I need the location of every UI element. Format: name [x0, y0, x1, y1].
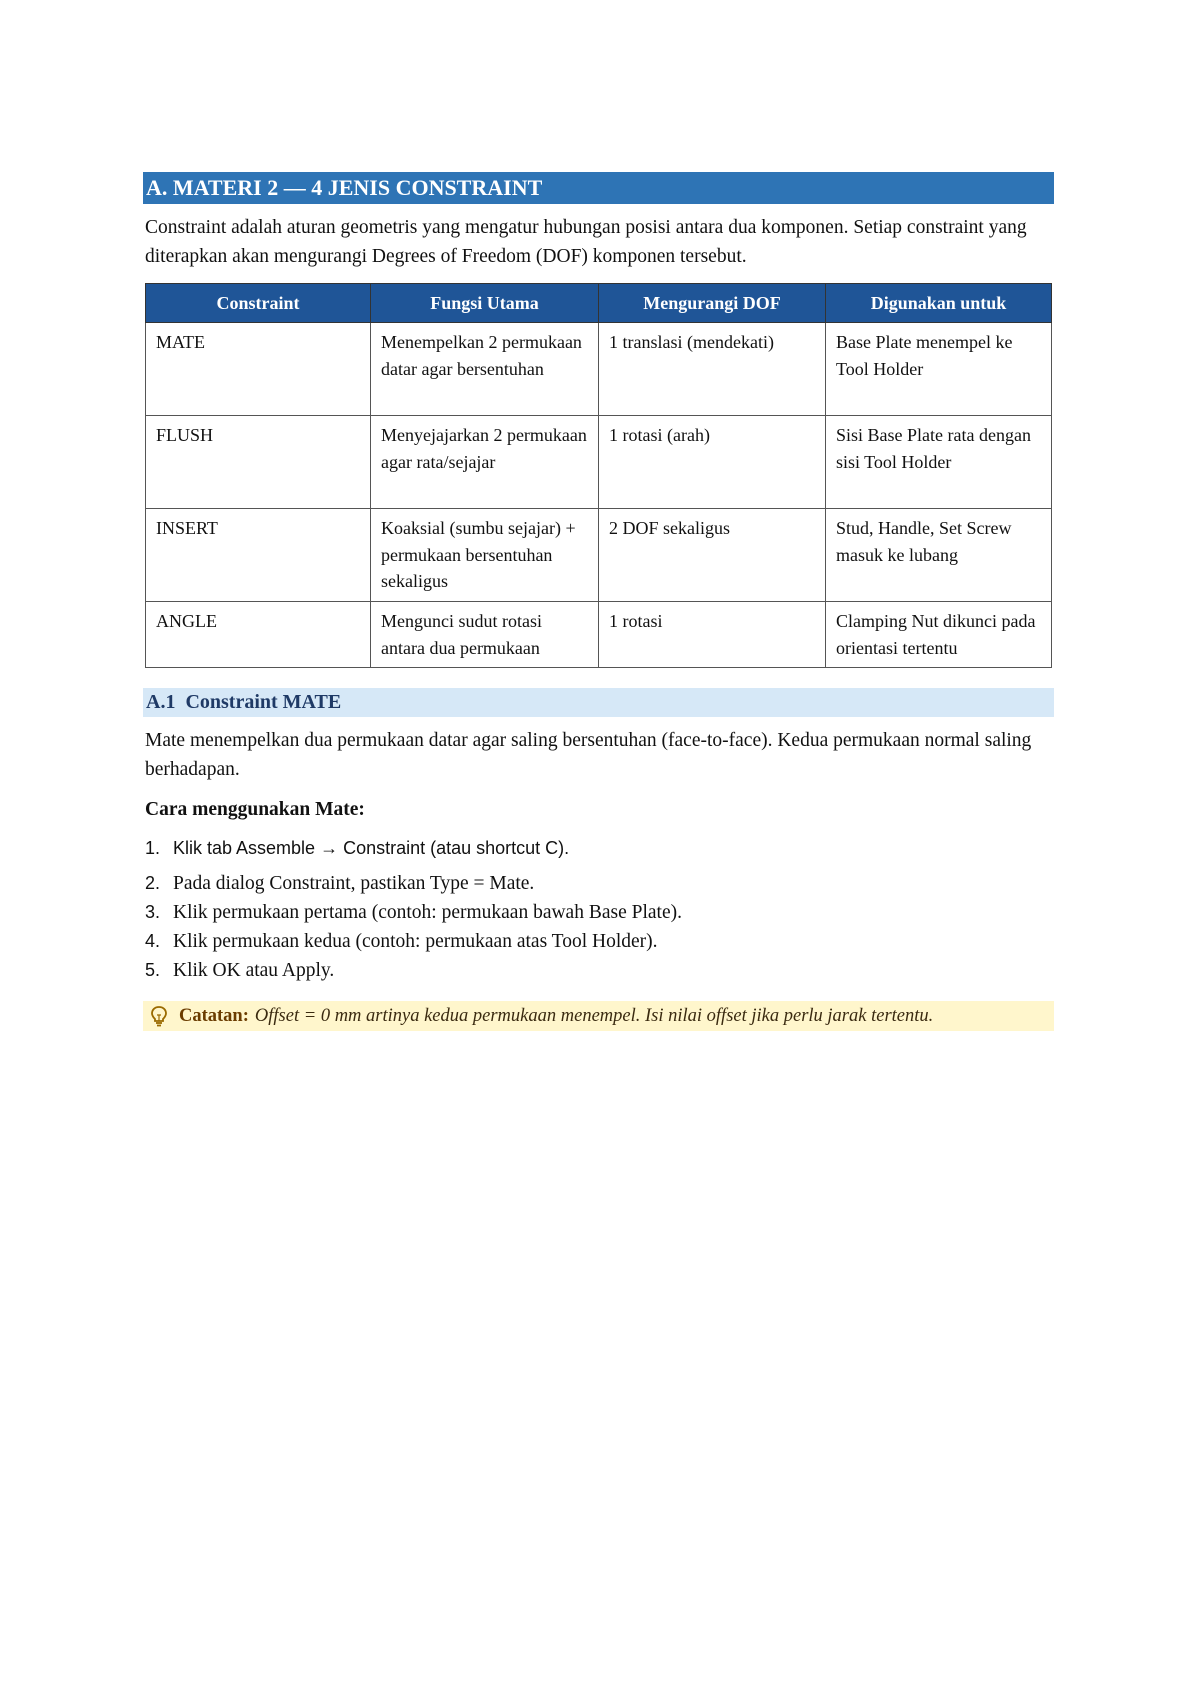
table-row — [146, 509, 1052, 602]
table-cell: Stud, Handle, Set Screw masuk ke lubang — [826, 509, 1052, 602]
note-text: Offset = 0 mm artinya kedua permukaan menempel. Isi nilai offset jika perlu jarak tertentu. — [254, 1006, 934, 1026]
table-cell: 2 DOF sekaligus — [599, 509, 826, 602]
step-text: Klik OK atau Apply. — [173, 960, 335, 981]
table-cell: FLUSH — [146, 416, 371, 509]
step-text: Pada dialog Constraint, pastikan Type = Mate. — [173, 873, 535, 894]
note-callout — [143, 1001, 1054, 1031]
document-content — [143, 172, 1054, 1031]
list-item — [145, 956, 1054, 985]
column-header-fungsi: Fungsi Utama — [371, 284, 599, 323]
table-cell: MATE — [146, 323, 371, 416]
table-cell: ANGLE — [146, 602, 371, 668]
table-cell: Mengunci sudut rotasi antara dua permukaan — [371, 602, 599, 668]
table-cell: INSERT — [146, 509, 371, 602]
mate-description: Mate menempelkan dua permukaan datar agar saling bersentuhan (face-to-face). Kedua permukaan normal saling berhadapan. — [145, 730, 1032, 780]
table-cell: Menempelkan 2 permukaan datar agar bersentuhan — [371, 323, 599, 416]
step-text: Klik tab Assemble → Constraint (atau shortcut C). — [173, 838, 570, 858]
column-header-digunakan: Digunakan untuk — [826, 284, 1052, 323]
step-text: Klik permukaan kedua (contoh: permukaan atas Tool Holder). — [173, 931, 658, 952]
list-item — [145, 927, 1054, 956]
column-header-constraint: Constraint — [146, 284, 371, 323]
subsection-heading — [143, 688, 1054, 717]
step-number: 1. — [145, 838, 161, 858]
step-text: Klik permukaan pertama (contoh: permukaan bawah Base Plate). — [173, 902, 682, 923]
note-label: Catatan: — [179, 1006, 249, 1026]
list-item — [145, 898, 1054, 927]
table-cell: Sisi Base Plate rata dengan sisi Tool Holder — [826, 416, 1052, 509]
step-number: 2. — [145, 873, 161, 893]
step-number: 5. — [145, 960, 161, 980]
table-header-row — [146, 284, 1052, 323]
step-number: 4. — [145, 931, 161, 951]
table-row — [146, 416, 1052, 509]
table-row — [146, 323, 1052, 416]
table-cell: 1 rotasi — [599, 602, 826, 668]
column-header-dof: Mengurangi DOF — [599, 284, 826, 323]
step-number: 3. — [145, 902, 161, 922]
subsection-title: Constraint MATE — [185, 691, 342, 713]
table-row — [146, 602, 1052, 668]
subsection-number: A.1 — [146, 691, 176, 713]
list-item — [145, 834, 1054, 863]
howto-heading: Cara menggunakan Mate: — [145, 799, 365, 820]
table-cell: Clamping Nut dikunci pada orientasi tertentu — [826, 602, 1052, 668]
table-cell: Koaksial (sumbu sejajar) + permukaan bersentuhan sekaligus — [371, 509, 599, 602]
section-heading: A. MATERI 2 — 4 JENIS CONSTRAINT — [143, 172, 1054, 204]
steps-list — [145, 834, 1054, 985]
table-cell: Base Plate menempel ke Tool Holder — [826, 323, 1052, 416]
table-cell: 1 rotasi (arah) — [599, 416, 826, 509]
list-item — [145, 869, 1054, 898]
table-cell: 1 translasi (mendekati) — [599, 323, 826, 416]
lightbulb-icon — [149, 1005, 169, 1027]
intro-paragraph: Constraint adalah aturan geometris yang mengatur hubungan posisi antara dua komponen. Setiap constraint yang diterapkan akan mengurangi Degrees of Freedom (DOF) komponen tersebut. — [145, 217, 1027, 267]
constraint-table — [145, 283, 1052, 668]
table-cell: Menyejajarkan 2 permukaan agar rata/sejajar — [371, 416, 599, 509]
